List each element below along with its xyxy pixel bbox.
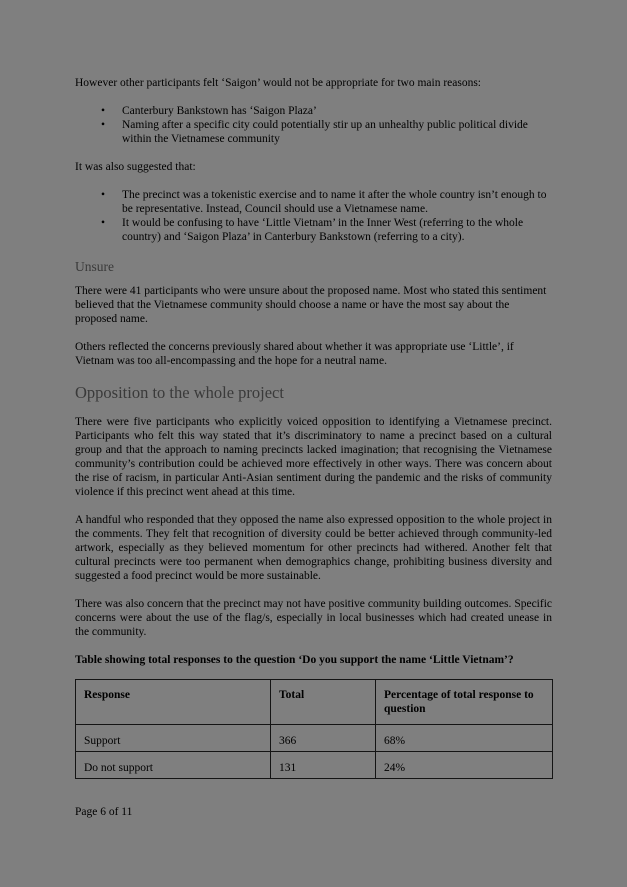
bullet-list-saigon [75, 104, 552, 146]
table-row-support [76, 725, 553, 752]
bullet-list-suggested [75, 188, 552, 244]
page-footer: Page 6 of 11 [75, 806, 133, 818]
bullet-item: • Naming after a specific city could potentially stir up an unhealthy public political divide within the Vietnamese community [122, 118, 552, 146]
table-cell-total: 131 [271, 752, 376, 779]
paragraph-opposition-2: A handful who responded that they opposed the name also expressed opposition to the whole project in the comments. They felt that recognition of diversity could be better achieved through community-led artwork, especially as they believed momentum for other precincts had withered. Another felt that cultural precincts were too permanent when demographics change, prohibiting business diversity and suggested a food precinct would be more sustainable. [75, 514, 552, 582]
table-caption: Table showing total responses to the question ‘Do you support the name ‘Little Vietnam’? [75, 654, 514, 666]
table-cell-response: Support [76, 725, 271, 752]
section-heading-opposition: Opposition to the whole project [75, 383, 284, 402]
table-header-total: Total [271, 680, 376, 725]
bullet-item: • Canterbury Bankstown has ‘Saigon Plaza’ [122, 104, 552, 118]
paragraph-saigon-intro: However other participants felt ‘Saigon’ would not be appropriate for two main reasons: [75, 77, 481, 89]
table-cell-percentage: 24% [376, 752, 553, 779]
paragraph-opposition-3: There was also concern that the precinct may not have positive community building outcomes. Specific concerns were about the use of the flag/s, especially in local businesses which had created unease in the community. [75, 598, 552, 638]
table-row-do-not-support [76, 752, 553, 779]
table-header-row [76, 680, 553, 725]
bullet-item: • It would be confusing to have ‘Little Vietnam’ in the Inner West (referring to the whole country) and ‘Saigon Plaza’ in Canterbury Bankstown (referring to a city). [122, 216, 552, 244]
table-cell-percentage: 68% [376, 725, 553, 752]
results-table [75, 679, 553, 779]
table-header-response: Response [76, 680, 271, 725]
paragraph-unsure-1: There were 41 participants who were unsure about the proposed name. Most who stated this sentiment believed that the Vietnamese community should choose a name or have the most say about the proposed name. [75, 285, 547, 325]
document-content [75, 76, 552, 779]
paragraph-opposition-1: There were five participants who explicitly voiced opposition to identifying a Vietnamese precinct. Participants who felt this way stated that it’s discriminatory to name a precinct based on a cultural group and that the approach to naming precincts lacked imagination; that recognising the Vietnamese community’s contribution could be achieved more effectively in other ways. There was concern about the rise of racism, in particular Anti-Asian sentiment during the pandemic and the risks of community violence if this precinct went ahead at this time. [75, 416, 552, 498]
paragraph-unsure-2: Others reflected the concerns previously shared about whether it was appropriate use ‘Little’, if Vietnam was too all-encompassing and the hope for a neutral name. [75, 341, 514, 367]
table-cell-response: Do not support [76, 752, 271, 779]
bullet-item: • The precinct was a tokenistic exercise and to name it after the whole country isn’t enough to be representative. Instead, Council should use a Vietnamese name. [122, 188, 552, 216]
table-header-percentage: Percentage of total response to question [376, 680, 553, 725]
paragraph-suggested-intro: It was also suggested that: [75, 161, 196, 173]
section-heading-unsure: Unsure [75, 259, 114, 274]
table-cell-total: 366 [271, 725, 376, 752]
